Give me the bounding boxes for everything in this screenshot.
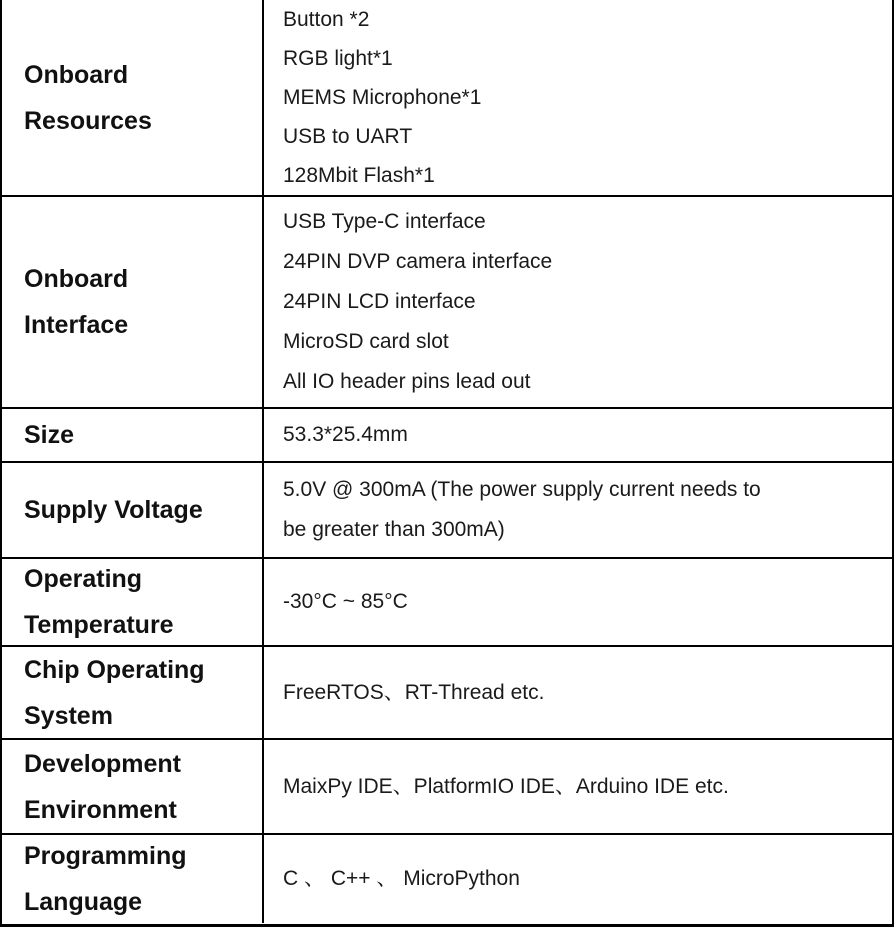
spec-value-line: 5.0V @ 300mA (The power supply current needs to be greater than 300mA) bbox=[283, 478, 761, 541]
spec-value-line: MEMS Microphone*1 bbox=[283, 86, 482, 109]
spec-label: Development Environment bbox=[24, 749, 181, 824]
table-row-supply-voltage bbox=[2, 461, 892, 557]
spec-label: Chip Operating System bbox=[24, 655, 205, 730]
spec-value-line: USB to UART bbox=[283, 125, 413, 148]
spec-label-cell bbox=[2, 647, 264, 738]
table-row-onboard-interface bbox=[2, 195, 892, 407]
spec-value-line: All IO header pins lead out bbox=[283, 370, 531, 393]
spec-label: Programming Language bbox=[24, 842, 187, 916]
table-row-onboard-resources bbox=[2, 0, 892, 195]
spec-value-cell bbox=[264, 409, 892, 461]
spec-value-cell bbox=[264, 0, 892, 195]
spec-value-cell bbox=[264, 740, 892, 833]
spec-value-line: 24PIN DVP camera interface bbox=[283, 250, 553, 273]
spec-label-cell bbox=[2, 409, 264, 461]
spec-value-line: MicroSD card slot bbox=[283, 330, 449, 353]
spec-value-line: -30°C ~ 85°C bbox=[283, 590, 408, 613]
table-row-operating-temperature bbox=[2, 557, 892, 645]
spec-label-cell bbox=[2, 740, 264, 833]
spec-value-cell bbox=[264, 197, 892, 407]
spec-label: Size bbox=[24, 421, 75, 449]
spec-value-line: 128Mbit Flash*1 bbox=[283, 164, 435, 187]
spec-label-cell bbox=[2, 463, 264, 557]
table-row-programming-language bbox=[2, 833, 892, 923]
table-row-development-environment bbox=[2, 738, 892, 833]
spec-value-line: USB Type-C interface bbox=[283, 210, 486, 233]
spec-value-line: 53.3*25.4mm bbox=[283, 423, 408, 446]
spec-value-line: FreeRTOS、RT-Thread etc. bbox=[283, 680, 545, 704]
spec-label: Onboard Resources bbox=[24, 60, 152, 135]
spec-label-cell bbox=[2, 835, 264, 923]
spec-label-cell bbox=[2, 0, 264, 195]
spec-value-line: 24PIN LCD interface bbox=[283, 290, 476, 313]
spec-value-cell bbox=[264, 835, 892, 923]
spec-label-cell bbox=[2, 197, 264, 407]
table-row-size bbox=[2, 407, 892, 461]
spec-value-line: C 、 C++ 、 MicroPython bbox=[283, 867, 520, 890]
table-row-chip-operating-system bbox=[2, 645, 892, 738]
spec-label: Supply Voltage bbox=[24, 496, 203, 524]
spec-value-line: RGB light*1 bbox=[283, 47, 393, 70]
spec-value-line: Button *2 bbox=[283, 8, 370, 31]
spec-value-cell bbox=[264, 463, 892, 557]
spec-value-cell bbox=[264, 559, 892, 645]
spec-value-line: MaixPy IDE、PlatformIO IDE、Arduino IDE etc. bbox=[283, 774, 729, 798]
spec-value-cell bbox=[264, 647, 892, 738]
spec-label: Operating Temperature bbox=[24, 565, 174, 639]
spec-label-cell bbox=[2, 559, 264, 645]
spec-label: Onboard Interface bbox=[24, 265, 129, 339]
